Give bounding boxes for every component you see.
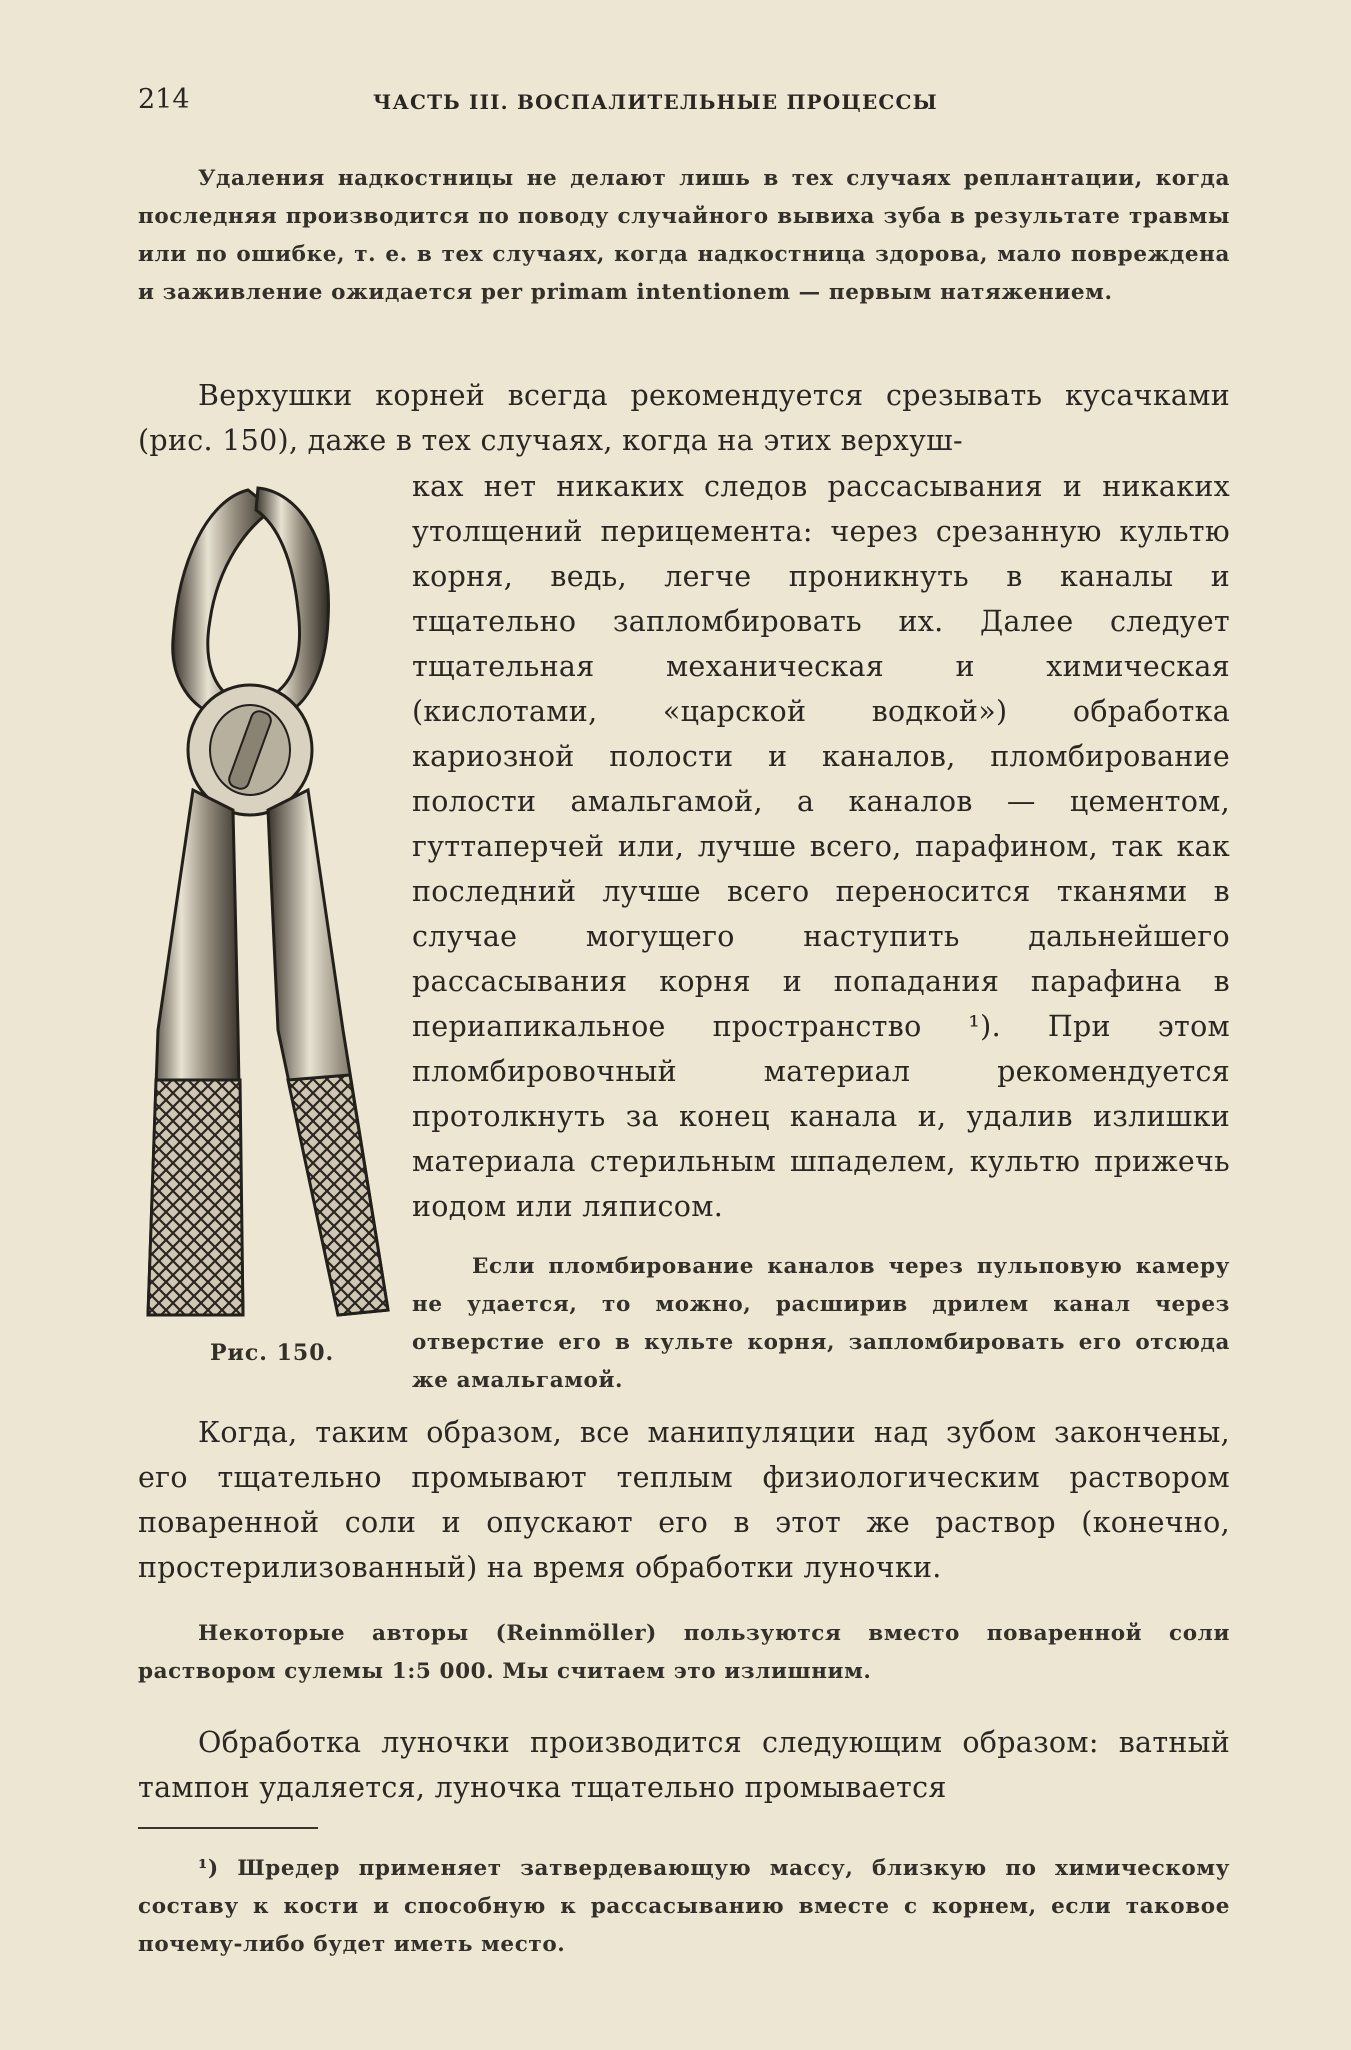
- footnote: ¹) Шредер применяет затвердевающую массу, близкую по химическому составу к кости и способную к рассасыванию вместе с корнем, если таковое почему-либо будет иметь место.: [138, 1856, 1230, 1957]
- page-number: 214: [138, 84, 190, 115]
- paragraph-reinmoller-note: Некоторые авторы (Reinmöller) пользуются вместо поваренной соли раствором сулемы 1:5 000. Мы считаем это излишним.: [138, 1621, 1230, 1684]
- paragraph-socket-treatment: Обработка луночки производится следующим образом: ватный тампон удаляется, луночка тщательно промывается: [138, 1726, 1230, 1804]
- paragraph-manipulations-finished: Когда, таким образом, все манипуляции над зубом закончены, его тщательно промывают теплым физиологическим раствором поваренной соли и опускают его в этот же раствор (конечно, простерилизованный) на время обработки луночки.: [138, 1416, 1230, 1584]
- footnote-divider: [138, 1827, 318, 1829]
- dental-forceps-illustration: [138, 470, 400, 1320]
- page-header: [138, 84, 1230, 124]
- running-title: ЧАСТЬ III. ВОСПАЛИТЕЛЬНЫЕ ПРОЦЕССЫ: [373, 90, 938, 114]
- paragraph-root-tips-intro: Верхушки корней всегда рекомендуется срезывать кусачками (рис. 150), даже в тех случаях, когда на этих верхуш-: [138, 379, 1230, 457]
- paragraph-filling-note: Если пломбирование каналов через пульповую камеру не удается, то можно, расширив дрилем канал через отверстие его в культе корня, запломбировать его отсюда же амальгамой.: [412, 1254, 1230, 1393]
- figure-caption: Рис. 150.: [210, 1340, 335, 1366]
- figure-150: [138, 470, 400, 1400]
- paragraph-replantation-note: Удаления надкостницы не делают лишь в тех случаях реплантации, когда последняя производится по поводу случайного вывиха зуба в результате травмы или по ошибке, т. е. в тех случаях, когда надкостница здорова, мало повреждена и заживление ожидается per primam intentionem — первым натяжением.: [138, 166, 1230, 305]
- paragraph-root-tips-continued: ках нет никаких следов рассасывания и никаких утолщений перицемента: через срезанную культю корня, ведь, легче проникнуть в каналы и тщательно запломбировать их. Далее следует тщательная механическая и химическая (кислотами, «царской водкой») обработка кариозной полости и каналов, пломбирование полости амальгамой, а каналов — цементом, гуттаперчей или, лучше всего, парафином, так как последний лучше всего переносится тканями в случае могущего наступить дальнейшего рассасывания корня и попадания парафина в периапикальное пространство ¹). При этом пломбировочный материал рекомендуется протолкнуть за конец канала и, удалив излишки материала стерильным шпаделем, культю прижечь иодом или ляписом.: [412, 470, 1230, 1223]
